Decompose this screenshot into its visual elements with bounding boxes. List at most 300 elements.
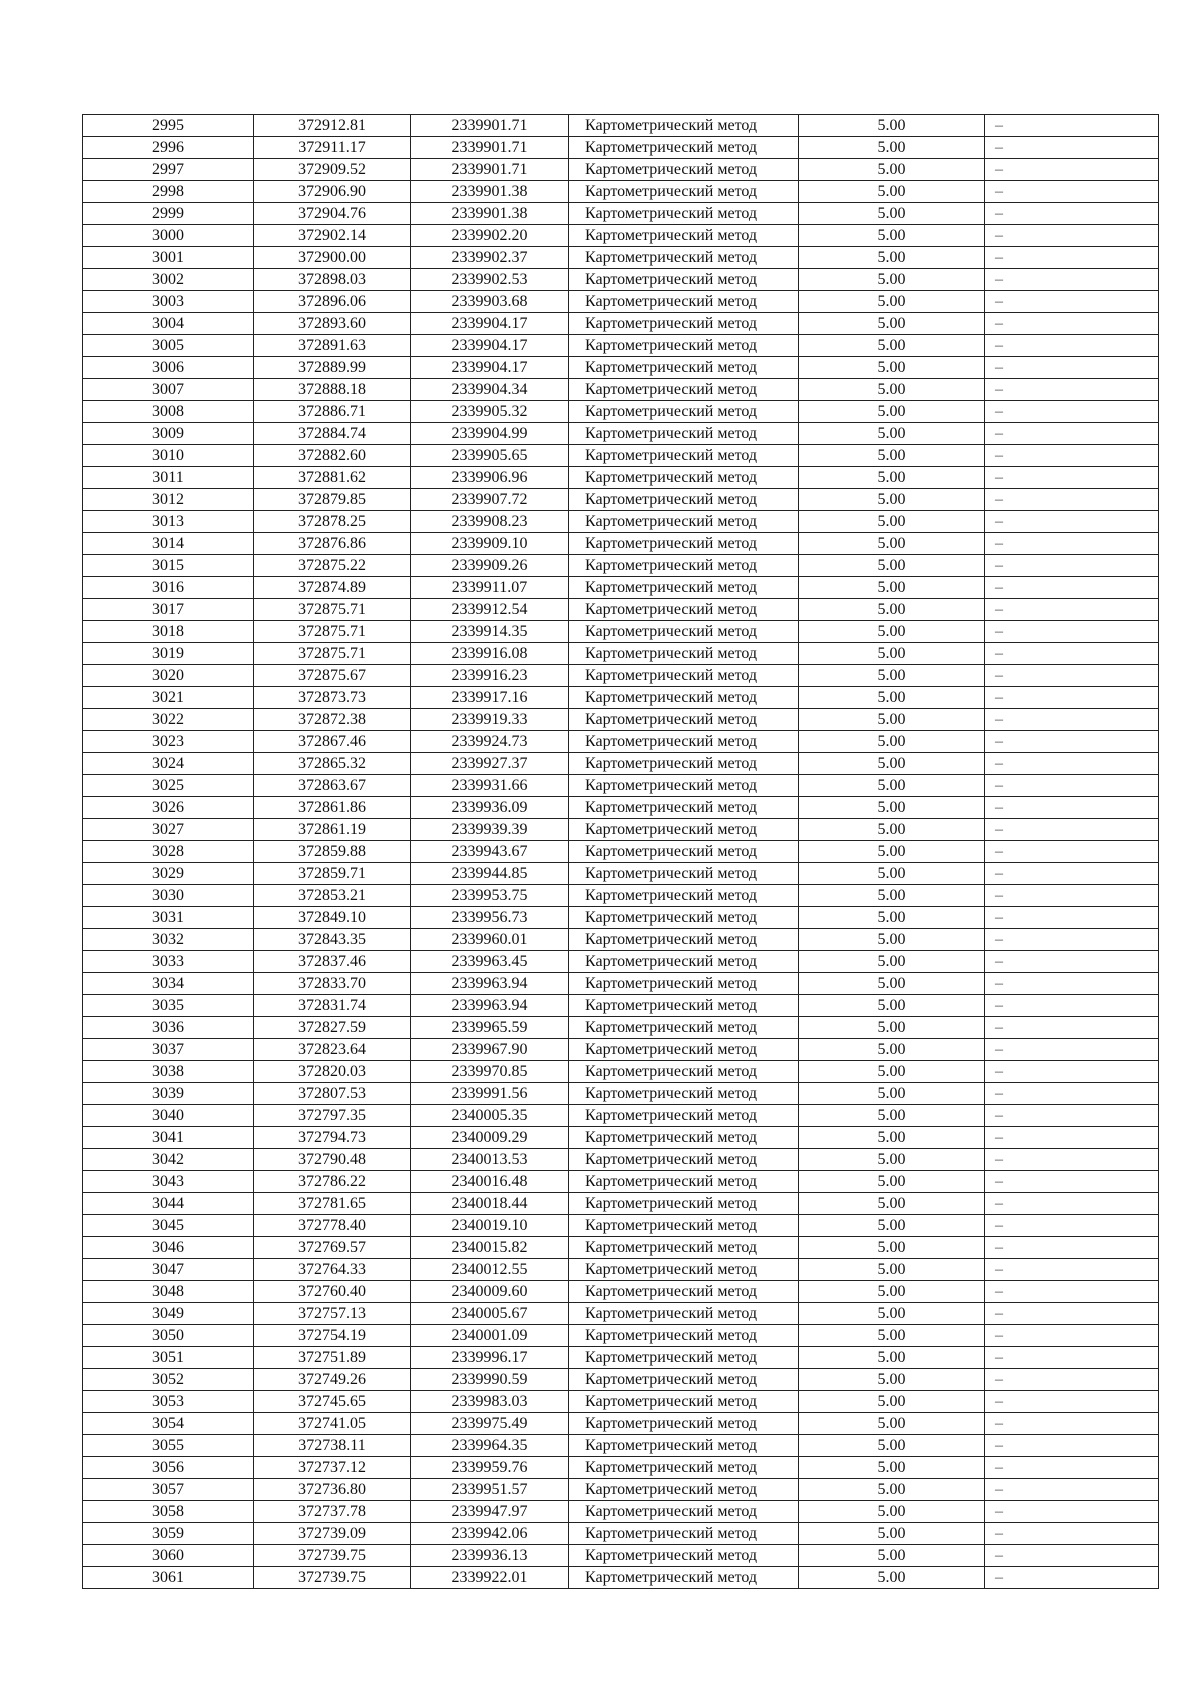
table-row: [83, 1545, 1159, 1567]
accuracy-cell: 5.00: [799, 445, 985, 467]
x-coordinate-cell: 372831.74: [254, 995, 411, 1017]
method-cell: Картометрический метод: [569, 1281, 799, 1303]
accuracy-cell: 5.00: [799, 731, 985, 753]
y-coordinate-cell: 2340005.67: [411, 1303, 569, 1325]
y-coordinate-cell: 2339996.17: [411, 1347, 569, 1369]
note-cell: –: [985, 1457, 1159, 1479]
method-cell: Картометрический метод: [569, 1039, 799, 1061]
accuracy-cell: 5.00: [799, 1457, 985, 1479]
point-number-cell: 3000: [83, 225, 254, 247]
accuracy-cell: 5.00: [799, 1413, 985, 1435]
x-coordinate-cell: 372912.81: [254, 115, 411, 137]
point-number-cell: 3054: [83, 1413, 254, 1435]
x-coordinate-cell: 372739.09: [254, 1523, 411, 1545]
note-cell: –: [985, 313, 1159, 335]
y-coordinate-cell: 2339943.67: [411, 841, 569, 863]
table-row: [83, 665, 1159, 687]
coordinates-table: [82, 114, 1159, 1589]
accuracy-cell: 5.00: [799, 423, 985, 445]
x-coordinate-cell: 372739.75: [254, 1545, 411, 1567]
point-number-cell: 3055: [83, 1435, 254, 1457]
table-row: [83, 1061, 1159, 1083]
table-row: [83, 753, 1159, 775]
method-cell: Картометрический метод: [569, 1369, 799, 1391]
accuracy-cell: 5.00: [799, 1281, 985, 1303]
accuracy-cell: 5.00: [799, 533, 985, 555]
x-coordinate-cell: 372909.52: [254, 159, 411, 181]
accuracy-cell: 5.00: [799, 951, 985, 973]
table-row: [83, 159, 1159, 181]
note-cell: –: [985, 819, 1159, 841]
y-coordinate-cell: 2339901.38: [411, 181, 569, 203]
note-cell: –: [985, 1545, 1159, 1567]
point-number-cell: 3016: [83, 577, 254, 599]
point-number-cell: 3007: [83, 379, 254, 401]
x-coordinate-cell: 372875.67: [254, 665, 411, 687]
note-cell: –: [985, 1413, 1159, 1435]
table-row: [83, 445, 1159, 467]
table-row: [83, 621, 1159, 643]
accuracy-cell: 5.00: [799, 511, 985, 533]
x-coordinate-cell: 372873.73: [254, 687, 411, 709]
accuracy-cell: 5.00: [799, 137, 985, 159]
x-coordinate-cell: 372745.65: [254, 1391, 411, 1413]
note-cell: –: [985, 511, 1159, 533]
y-coordinate-cell: 2339956.73: [411, 907, 569, 929]
point-number-cell: 3008: [83, 401, 254, 423]
x-coordinate-cell: 372867.46: [254, 731, 411, 753]
accuracy-cell: 5.00: [799, 643, 985, 665]
table-row: [83, 1281, 1159, 1303]
note-cell: –: [985, 1281, 1159, 1303]
note-cell: –: [985, 1303, 1159, 1325]
point-number-cell: 3045: [83, 1215, 254, 1237]
table-row: [83, 379, 1159, 401]
accuracy-cell: 5.00: [799, 555, 985, 577]
point-number-cell: 3037: [83, 1039, 254, 1061]
accuracy-cell: 5.00: [799, 995, 985, 1017]
x-coordinate-cell: 372875.22: [254, 555, 411, 577]
table-row: [83, 1457, 1159, 1479]
method-cell: Картометрический метод: [569, 1545, 799, 1567]
y-coordinate-cell: 2339901.38: [411, 203, 569, 225]
accuracy-cell: 5.00: [799, 1193, 985, 1215]
accuracy-cell: 5.00: [799, 1259, 985, 1281]
table-row: [83, 1501, 1159, 1523]
y-coordinate-cell: 2339904.17: [411, 313, 569, 335]
point-number-cell: 3021: [83, 687, 254, 709]
x-coordinate-cell: 372863.67: [254, 775, 411, 797]
note-cell: –: [985, 269, 1159, 291]
point-number-cell: 3013: [83, 511, 254, 533]
note-cell: –: [985, 489, 1159, 511]
accuracy-cell: 5.00: [799, 203, 985, 225]
point-number-cell: 3060: [83, 1545, 254, 1567]
y-coordinate-cell: 2339924.73: [411, 731, 569, 753]
x-coordinate-cell: 372778.40: [254, 1215, 411, 1237]
method-cell: Картометрический метод: [569, 1215, 799, 1237]
note-cell: –: [985, 599, 1159, 621]
x-coordinate-cell: 372872.38: [254, 709, 411, 731]
point-number-cell: 3044: [83, 1193, 254, 1215]
table-row: [83, 115, 1159, 137]
y-coordinate-cell: 2339905.32: [411, 401, 569, 423]
point-number-cell: 3003: [83, 291, 254, 313]
note-cell: –: [985, 1105, 1159, 1127]
y-coordinate-cell: 2339904.34: [411, 379, 569, 401]
accuracy-cell: 5.00: [799, 1567, 985, 1589]
accuracy-cell: 5.00: [799, 247, 985, 269]
accuracy-cell: 5.00: [799, 797, 985, 819]
note-cell: –: [985, 1215, 1159, 1237]
table-row: [83, 709, 1159, 731]
accuracy-cell: 5.00: [799, 225, 985, 247]
x-coordinate-cell: 372736.80: [254, 1479, 411, 1501]
point-number-cell: 3028: [83, 841, 254, 863]
point-number-cell: 3005: [83, 335, 254, 357]
table-row: [83, 1523, 1159, 1545]
note-cell: –: [985, 665, 1159, 687]
accuracy-cell: 5.00: [799, 1347, 985, 1369]
method-cell: Картометрический метод: [569, 1259, 799, 1281]
x-coordinate-cell: 372737.12: [254, 1457, 411, 1479]
point-number-cell: 3042: [83, 1149, 254, 1171]
note-cell: –: [985, 555, 1159, 577]
table-row: [83, 687, 1159, 709]
note-cell: –: [985, 709, 1159, 731]
note-cell: –: [985, 1193, 1159, 1215]
method-cell: Картометрический метод: [569, 1149, 799, 1171]
method-cell: Картометрический метод: [569, 423, 799, 445]
accuracy-cell: 5.00: [799, 357, 985, 379]
x-coordinate-cell: 372888.18: [254, 379, 411, 401]
table-row: [83, 1369, 1159, 1391]
x-coordinate-cell: 372751.89: [254, 1347, 411, 1369]
method-cell: Картометрический метод: [569, 1127, 799, 1149]
table-row: [83, 1193, 1159, 1215]
y-coordinate-cell: 2339911.07: [411, 577, 569, 599]
method-cell: Картометрический метод: [569, 731, 799, 753]
table-row: [83, 467, 1159, 489]
x-coordinate-cell: 372904.76: [254, 203, 411, 225]
note-cell: –: [985, 621, 1159, 643]
table-row: [83, 951, 1159, 973]
method-cell: Картометрический метод: [569, 555, 799, 577]
y-coordinate-cell: 2339904.17: [411, 335, 569, 357]
y-coordinate-cell: 2339936.09: [411, 797, 569, 819]
table-row: [83, 797, 1159, 819]
accuracy-cell: 5.00: [799, 863, 985, 885]
x-coordinate-cell: 372874.89: [254, 577, 411, 599]
point-number-cell: 3039: [83, 1083, 254, 1105]
table-row: [83, 247, 1159, 269]
y-coordinate-cell: 2339963.94: [411, 973, 569, 995]
point-number-cell: 3001: [83, 247, 254, 269]
method-cell: Картометрический метод: [569, 687, 799, 709]
y-coordinate-cell: 2339902.53: [411, 269, 569, 291]
accuracy-cell: 5.00: [799, 687, 985, 709]
x-coordinate-cell: 372843.35: [254, 929, 411, 951]
y-coordinate-cell: 2339904.99: [411, 423, 569, 445]
accuracy-cell: 5.00: [799, 577, 985, 599]
x-coordinate-cell: 372881.62: [254, 467, 411, 489]
y-coordinate-cell: 2340009.60: [411, 1281, 569, 1303]
y-coordinate-cell: 2339975.49: [411, 1413, 569, 1435]
accuracy-cell: 5.00: [799, 1479, 985, 1501]
note-cell: –: [985, 797, 1159, 819]
x-coordinate-cell: 372807.53: [254, 1083, 411, 1105]
x-coordinate-cell: 372820.03: [254, 1061, 411, 1083]
y-coordinate-cell: 2339901.71: [411, 137, 569, 159]
y-coordinate-cell: 2339931.66: [411, 775, 569, 797]
y-coordinate-cell: 2339942.06: [411, 1523, 569, 1545]
method-cell: Картометрический метод: [569, 203, 799, 225]
y-coordinate-cell: 2339903.68: [411, 291, 569, 313]
y-coordinate-cell: 2340012.55: [411, 1259, 569, 1281]
y-coordinate-cell: 2339912.54: [411, 599, 569, 621]
table-row: [83, 819, 1159, 841]
y-coordinate-cell: 2339939.39: [411, 819, 569, 841]
method-cell: Картометрический метод: [569, 1193, 799, 1215]
y-coordinate-cell: 2340018.44: [411, 1193, 569, 1215]
accuracy-cell: 5.00: [799, 1215, 985, 1237]
table-row: [83, 1479, 1159, 1501]
x-coordinate-cell: 372861.86: [254, 797, 411, 819]
method-cell: Картометрический метод: [569, 225, 799, 247]
point-number-cell: 3017: [83, 599, 254, 621]
method-cell: Картометрический метод: [569, 291, 799, 313]
accuracy-cell: 5.00: [799, 1237, 985, 1259]
method-cell: Картометрический метод: [569, 907, 799, 929]
note-cell: –: [985, 1347, 1159, 1369]
note-cell: –: [985, 973, 1159, 995]
point-number-cell: 3006: [83, 357, 254, 379]
accuracy-cell: 5.00: [799, 885, 985, 907]
note-cell: –: [985, 247, 1159, 269]
y-coordinate-cell: 2339936.13: [411, 1545, 569, 1567]
table-row: [83, 643, 1159, 665]
table-row: [83, 1237, 1159, 1259]
method-cell: Картометрический метод: [569, 379, 799, 401]
y-coordinate-cell: 2340016.48: [411, 1171, 569, 1193]
y-coordinate-cell: 2339908.23: [411, 511, 569, 533]
table-row: [83, 1215, 1159, 1237]
point-number-cell: 3040: [83, 1105, 254, 1127]
note-cell: –: [985, 1237, 1159, 1259]
note-cell: –: [985, 731, 1159, 753]
x-coordinate-cell: 372823.64: [254, 1039, 411, 1061]
table-row: [83, 775, 1159, 797]
accuracy-cell: 5.00: [799, 929, 985, 951]
note-cell: –: [985, 995, 1159, 1017]
point-number-cell: 3046: [83, 1237, 254, 1259]
point-number-cell: 3049: [83, 1303, 254, 1325]
x-coordinate-cell: 372769.57: [254, 1237, 411, 1259]
y-coordinate-cell: 2340013.53: [411, 1149, 569, 1171]
point-number-cell: 3056: [83, 1457, 254, 1479]
x-coordinate-cell: 372754.19: [254, 1325, 411, 1347]
method-cell: Картометрический метод: [569, 489, 799, 511]
x-coordinate-cell: 372827.59: [254, 1017, 411, 1039]
accuracy-cell: 5.00: [799, 1369, 985, 1391]
accuracy-cell: 5.00: [799, 1545, 985, 1567]
x-coordinate-cell: 372891.63: [254, 335, 411, 357]
note-cell: –: [985, 1567, 1159, 1589]
point-number-cell: 3038: [83, 1061, 254, 1083]
point-number-cell: 3020: [83, 665, 254, 687]
accuracy-cell: 5.00: [799, 1127, 985, 1149]
table-row: [83, 907, 1159, 929]
x-coordinate-cell: 372884.74: [254, 423, 411, 445]
method-cell: Картометрический метод: [569, 1303, 799, 1325]
x-coordinate-cell: 372760.40: [254, 1281, 411, 1303]
table-row: [83, 885, 1159, 907]
y-coordinate-cell: 2339902.20: [411, 225, 569, 247]
y-coordinate-cell: 2339970.85: [411, 1061, 569, 1083]
accuracy-cell: 5.00: [799, 489, 985, 511]
y-coordinate-cell: 2339909.10: [411, 533, 569, 555]
y-coordinate-cell: 2339959.76: [411, 1457, 569, 1479]
x-coordinate-cell: 372900.00: [254, 247, 411, 269]
y-coordinate-cell: 2339916.08: [411, 643, 569, 665]
method-cell: Картометрический метод: [569, 841, 799, 863]
note-cell: –: [985, 467, 1159, 489]
table-row: [83, 995, 1159, 1017]
note-cell: –: [985, 841, 1159, 863]
method-cell: Картометрический метод: [569, 885, 799, 907]
note-cell: –: [985, 951, 1159, 973]
method-cell: Картометрический метод: [569, 1017, 799, 1039]
method-cell: Картометрический метод: [569, 819, 799, 841]
y-coordinate-cell: 2339944.85: [411, 863, 569, 885]
method-cell: Картометрический метод: [569, 951, 799, 973]
accuracy-cell: 5.00: [799, 665, 985, 687]
accuracy-cell: 5.00: [799, 709, 985, 731]
accuracy-cell: 5.00: [799, 115, 985, 137]
point-number-cell: 3032: [83, 929, 254, 951]
x-coordinate-cell: 372794.73: [254, 1127, 411, 1149]
accuracy-cell: 5.00: [799, 841, 985, 863]
table-row: [83, 555, 1159, 577]
table-row: [83, 1325, 1159, 1347]
point-number-cell: 3035: [83, 995, 254, 1017]
note-cell: –: [985, 137, 1159, 159]
x-coordinate-cell: 372896.06: [254, 291, 411, 313]
point-number-cell: 3047: [83, 1259, 254, 1281]
method-cell: Картометрический метод: [569, 621, 799, 643]
y-coordinate-cell: 2339917.16: [411, 687, 569, 709]
point-number-cell: 3034: [83, 973, 254, 995]
accuracy-cell: 5.00: [799, 753, 985, 775]
note-cell: –: [985, 1061, 1159, 1083]
y-coordinate-cell: 2339960.01: [411, 929, 569, 951]
table-row: [83, 181, 1159, 203]
note-cell: –: [985, 1369, 1159, 1391]
table-row: [83, 423, 1159, 445]
point-number-cell: 3012: [83, 489, 254, 511]
note-cell: –: [985, 1479, 1159, 1501]
note-cell: –: [985, 1523, 1159, 1545]
y-coordinate-cell: 2339916.23: [411, 665, 569, 687]
accuracy-cell: 5.00: [799, 1435, 985, 1457]
note-cell: –: [985, 401, 1159, 423]
table-row: [83, 1171, 1159, 1193]
x-coordinate-cell: 372738.11: [254, 1435, 411, 1457]
point-number-cell: 3022: [83, 709, 254, 731]
x-coordinate-cell: 372833.70: [254, 973, 411, 995]
method-cell: Картометрический метод: [569, 335, 799, 357]
y-coordinate-cell: 2339951.57: [411, 1479, 569, 1501]
x-coordinate-cell: 372889.99: [254, 357, 411, 379]
point-number-cell: 3019: [83, 643, 254, 665]
method-cell: Картометрический метод: [569, 1105, 799, 1127]
method-cell: Картометрический метод: [569, 709, 799, 731]
point-number-cell: 3011: [83, 467, 254, 489]
x-coordinate-cell: 372876.86: [254, 533, 411, 555]
point-number-cell: 3027: [83, 819, 254, 841]
y-coordinate-cell: 2339964.35: [411, 1435, 569, 1457]
point-number-cell: 3050: [83, 1325, 254, 1347]
point-number-cell: 3059: [83, 1523, 254, 1545]
accuracy-cell: 5.00: [799, 1149, 985, 1171]
note-cell: –: [985, 885, 1159, 907]
x-coordinate-cell: 372875.71: [254, 621, 411, 643]
note-cell: –: [985, 643, 1159, 665]
point-number-cell: 3031: [83, 907, 254, 929]
table-row: [83, 511, 1159, 533]
y-coordinate-cell: 2339919.33: [411, 709, 569, 731]
note-cell: –: [985, 1149, 1159, 1171]
point-number-cell: 2996: [83, 137, 254, 159]
x-coordinate-cell: 372886.71: [254, 401, 411, 423]
method-cell: Картометрический метод: [569, 401, 799, 423]
table-row: [83, 863, 1159, 885]
point-number-cell: 3029: [83, 863, 254, 885]
point-number-cell: 3053: [83, 1391, 254, 1413]
table-row: [83, 1259, 1159, 1281]
point-number-cell: 3025: [83, 775, 254, 797]
point-number-cell: 3015: [83, 555, 254, 577]
y-coordinate-cell: 2339906.96: [411, 467, 569, 489]
x-coordinate-cell: 372911.17: [254, 137, 411, 159]
note-cell: –: [985, 115, 1159, 137]
method-cell: Картометрический метод: [569, 1347, 799, 1369]
x-coordinate-cell: 372878.25: [254, 511, 411, 533]
point-number-cell: 3026: [83, 797, 254, 819]
note-cell: –: [985, 687, 1159, 709]
point-number-cell: 3058: [83, 1501, 254, 1523]
method-cell: Картометрический метод: [569, 863, 799, 885]
table-row: [83, 1567, 1159, 1589]
accuracy-cell: 5.00: [799, 599, 985, 621]
point-number-cell: 3009: [83, 423, 254, 445]
table-row: [83, 1083, 1159, 1105]
accuracy-cell: 5.00: [799, 1083, 985, 1105]
x-coordinate-cell: 372853.21: [254, 885, 411, 907]
table-row: [83, 357, 1159, 379]
table-row: [83, 1435, 1159, 1457]
accuracy-cell: 5.00: [799, 1017, 985, 1039]
note-cell: –: [985, 1501, 1159, 1523]
accuracy-cell: 5.00: [799, 1061, 985, 1083]
y-coordinate-cell: 2340001.09: [411, 1325, 569, 1347]
table-row: [83, 577, 1159, 599]
method-cell: Картометрический метод: [569, 533, 799, 555]
method-cell: Картометрический метод: [569, 1325, 799, 1347]
table-row: [83, 1413, 1159, 1435]
method-cell: Картометрический метод: [569, 313, 799, 335]
method-cell: Картометрический метод: [569, 467, 799, 489]
